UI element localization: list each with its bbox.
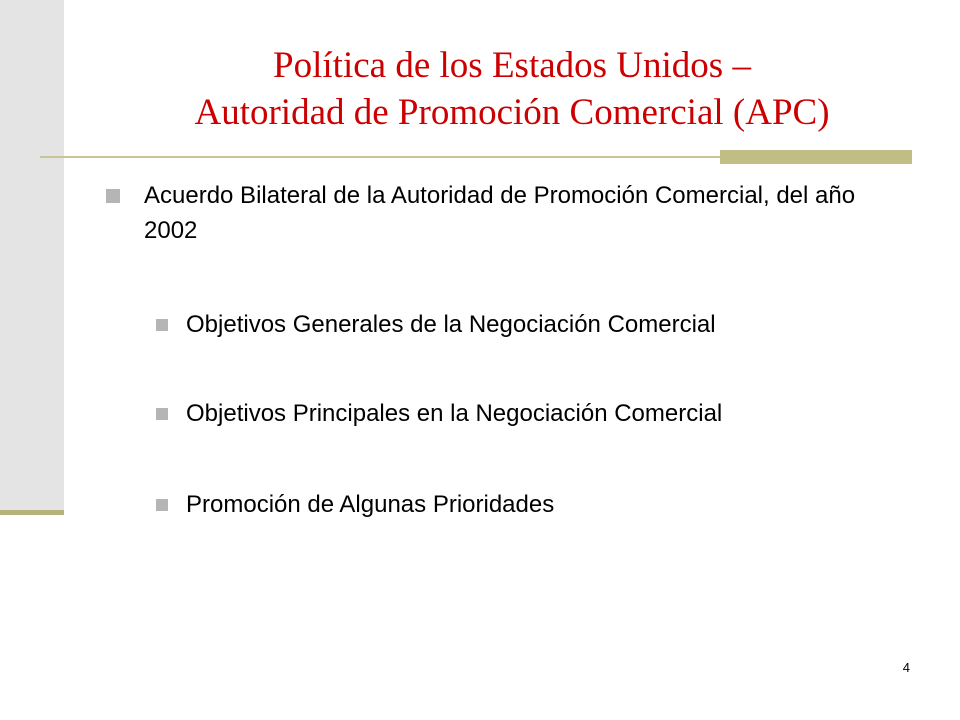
sub-bullet-text: Objetivos Principales en la Negociación Comercial xyxy=(186,400,723,427)
title-divider-line xyxy=(40,156,720,158)
square-bullet-icon xyxy=(156,499,168,511)
page-number: 4 xyxy=(902,660,910,675)
title-line-2: Autoridad de Promoción Comercial (APC) xyxy=(194,92,830,133)
square-bullet-icon xyxy=(106,189,120,203)
sub-bullet-text: Promoción de Algunas Prioridades xyxy=(186,491,555,518)
bullet-main-text: Acuerdo Bilateral de la Autoridad de Promoción Comercial, del año 2002 xyxy=(144,182,856,244)
square-bullet-icon xyxy=(156,408,168,420)
square-bullet-icon xyxy=(156,319,168,331)
left-decorative-bar xyxy=(0,0,64,512)
sub-bullet-text: Objetivos Generales de la Negociación Comercial xyxy=(186,311,716,338)
title-divider-accent-block xyxy=(720,150,912,164)
left-bar-accent-line xyxy=(0,510,64,515)
title-line-1: Política de los Estados Unidos – xyxy=(273,45,751,86)
slide-title xyxy=(64,42,960,136)
